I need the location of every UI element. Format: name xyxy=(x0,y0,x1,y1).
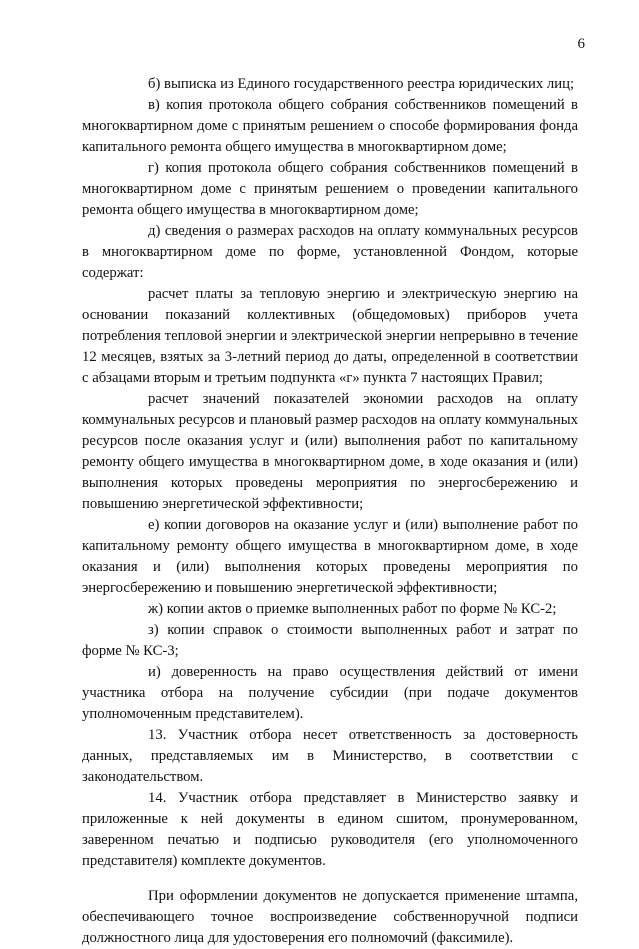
paragraph-13: 13. Участник отбора несет ответственность за достоверность данных, представляемых им в Министерство, в соответствии с законодательством. xyxy=(82,727,578,785)
paragraph-facsimile: При оформлении документов не допускается применение штампа, обеспечивающего точное воспроизведение собственноручной подписи должностного лица для удостоверения его полномочий (факсимиле). xyxy=(82,888,578,946)
paragraph-g: г) копия протокола общего собрания собственников помещений в многоквартирном доме с принятым решением о проведении капитального ремонта общего имущества в многоквартирном доме; xyxy=(82,160,578,218)
paragraph-d-item-2: расчет значений показателей экономии расходов на оплату коммунальных ресурсов и плановый размер расходов на оплату коммунальных ресурсов после оказания услуг и (или) выполнения работ по капитальному ремонту общего имущества в многоквартирном доме, в ходе оказания и (или) выполнения которых проведены мероприятия по энергосбережению и повышению энергетической эффективности; xyxy=(82,391,578,512)
paragraph-b: б) выписка из Единого государственного реестра юридических лиц; xyxy=(148,76,575,92)
page-number: 6 xyxy=(577,36,585,52)
paragraph-i: и) доверенность на право осуществления действий от имени участника отбора на получение субсидии (при подаче документов уполномоченным представителем). xyxy=(82,664,578,722)
paragraph-v: в) копия протокола общего собрания собственников помещений в многоквартирном доме с принятым решением о способе формирования фонда капитального ремонта общего имущества в многоквартирном доме; xyxy=(82,97,578,155)
paragraph-14: 14. Участник отбора представляет в Министерство заявку и приложенные к ней документы в едином сшитом, пронумерованном, заверенном печатью и подписью руководителя (его уполномоченного представителя) комплекте документов. xyxy=(82,790,578,869)
paragraph-d-item-1: расчет платы за тепловую энергию и электрическую энергию на основании показаний коллективных (общедомовых) приборов учета потребления тепловой энергии и электрической энергии непрерывно в течение 12 месяцев, взятых за 3-летний период до даты, определенной в соответствии с абзацами вторым и третьим подпункта «г» пункта 7 настоящих Правил; xyxy=(82,286,578,386)
document-body xyxy=(82,74,578,949)
paragraph-z: з) копии справок о стоимости выполненных работ и затрат по форме № КС-3; xyxy=(82,622,578,659)
paragraph-zh: ж) копии актов о приемке выполненных работ по форме № КС-2; xyxy=(148,601,557,617)
paragraph-e: е) копии договоров на оказание услуг и (или) выполнение работ по капитальному ремонту общего имущества в многоквартирном доме, в ходе оказания и (или) выполнения которых проведены мероприятия по энергосбережению и повышению энергетической эффективности; xyxy=(82,517,578,596)
paragraph-d: д) сведения о размерах расходов на оплату коммунальных ресурсов в многоквартирном доме по форме, установленной Фондом, которые содержат: xyxy=(82,223,578,281)
